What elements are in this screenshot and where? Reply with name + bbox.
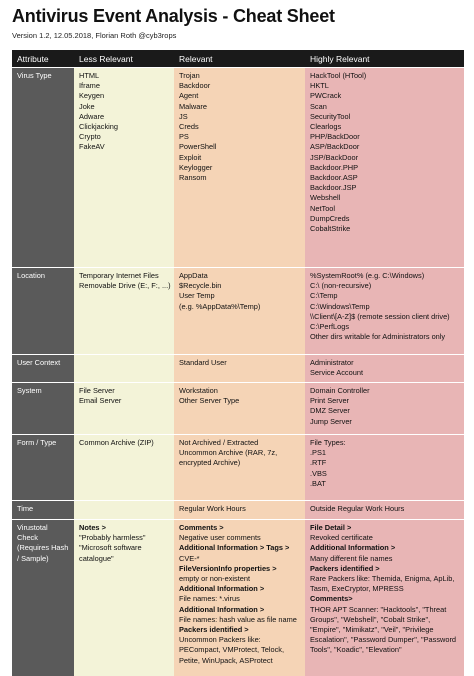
attr-virus-type: Virus Type — [12, 68, 74, 268]
cell-relevant — [174, 355, 305, 383]
cell-entry: Backdoor.JSP — [310, 183, 459, 193]
cell-entry: Other Server Type — [179, 396, 300, 406]
cell-relevant — [174, 268, 305, 355]
cell-entry: Keylogger — [179, 163, 300, 173]
cell-entry: Outside Regular Work Hours — [310, 504, 459, 514]
cell-entry: Common Archive (ZIP) — [79, 438, 169, 448]
cell-entry: Workstation — [179, 386, 300, 396]
vt-additional-info-label: Additional Information > — [310, 543, 459, 553]
vt-packers-value: Rare Packers like: Themida, Enigma, ApLib, Tasm, ExeCryptor, MPRESS — [310, 574, 459, 594]
cell-highly — [305, 501, 464, 520]
cell-entry: Keygen — [79, 91, 169, 101]
cell-entry: Joke — [79, 102, 169, 112]
cell-entry: PWCrack — [310, 91, 459, 101]
cell-entry: Agent — [179, 91, 300, 101]
cell-entry: SecurityTool — [310, 112, 459, 122]
cell-less — [74, 383, 174, 435]
vt-packers-label: Packers identified > — [179, 625, 300, 635]
row-system — [12, 383, 464, 435]
cell-highly — [305, 355, 464, 383]
cell-entry: PHP/BackDoor — [310, 132, 459, 142]
cell-entry: C:\PerfLogs — [310, 322, 459, 332]
cell-entry: ASP/BackDoor — [310, 142, 459, 152]
header-highly-relevant: Highly Relevant — [305, 50, 464, 68]
vt-additional-info-label: Additional Information > — [179, 584, 300, 594]
vt-additional-info-label: Additional Information > — [179, 605, 300, 615]
cell-less — [74, 520, 174, 676]
cell-entry: JS — [179, 112, 300, 122]
attr-system: System — [12, 383, 74, 435]
vt-file-detail-value: Revoked certificate — [310, 533, 459, 543]
vt-comments-label: Comments> — [310, 594, 459, 604]
cell-highly — [305, 435, 464, 501]
cell-entry: Adware — [79, 112, 169, 122]
cell-highly — [305, 268, 464, 355]
cheat-sheet-table — [12, 50, 464, 676]
page-title: Antivirus Event Analysis - Cheat Sheet — [12, 6, 335, 27]
cell-entry: Clickjacking — [79, 122, 169, 132]
cell-entry: HTML — [79, 71, 169, 81]
cell-entry: C:\Temp — [310, 291, 459, 301]
header-attribute: Attribute — [12, 50, 74, 68]
cell-entry: DumpCreds — [310, 214, 459, 224]
cell-highly — [305, 68, 464, 268]
cell-entry: .RTF — [310, 458, 459, 468]
cell-entry: Crypto — [79, 132, 169, 142]
cell-entry: $Recycle.bin — [179, 281, 300, 291]
cell-entry: (e.g. %AppData%\Temp) — [179, 302, 300, 312]
row-form-type — [12, 435, 464, 501]
header-less-relevant: Less Relevant — [74, 50, 174, 68]
vt-notes-label: Notes > — [79, 523, 169, 533]
cell-entry: Temporary Internet Files — [79, 271, 169, 281]
cell-entry: \\Client\[A-Z]$ (remote session client drive) — [310, 312, 459, 322]
vt-additional-info-value: File names: *.virus — [179, 594, 300, 604]
vt-comments-label: Comments > — [179, 523, 300, 533]
cell-entry: Email Server — [79, 396, 169, 406]
vt-note: "Probably harmless" — [79, 533, 169, 543]
cell-entry: FakeAV — [79, 142, 169, 152]
cell-entry: Service Account — [310, 368, 459, 378]
vt-comments-value: THOR APT Scanner: "Hacktools", "Threat Groups", "Webshell", "Cobalt Strike", "Empire", "Mimikatz", "Veil", "Privilege Escalation", "Password Dumper", "Password Tools", "Koadic", "Elevation" — [310, 605, 459, 656]
vt-packers-value: Uncommon Packers like: PECompact, VMProtect, Telock, Petite, WinUpack, ASProtect — [179, 635, 300, 666]
cell-entry: Not Archived / Extracted — [179, 438, 300, 448]
row-location — [12, 268, 464, 355]
header-relevant: Relevant — [174, 50, 305, 68]
vt-packers-label: Packers identified > — [310, 564, 459, 574]
cell-entry: Malware — [179, 102, 300, 112]
cell-entry: Ransom — [179, 173, 300, 183]
cell-entry: Trojan — [179, 71, 300, 81]
cell-entry: Regular Work Hours — [179, 504, 300, 514]
cell-less — [74, 68, 174, 268]
cell-entry: Removable Drive (E:, F:, ...) — [79, 281, 169, 291]
cell-entry: File Server — [79, 386, 169, 396]
cell-entry: User Temp — [179, 291, 300, 301]
cell-entry: PowerShell — [179, 142, 300, 152]
cell-relevant — [174, 520, 305, 676]
attr-form-type: Form / Type — [12, 435, 74, 501]
cell-relevant — [174, 383, 305, 435]
cell-entry: Domain Controller — [310, 386, 459, 396]
cell-entry: Jump Server — [310, 417, 459, 427]
cell-entry: C:\Windows\Temp — [310, 302, 459, 312]
cell-relevant — [174, 501, 305, 520]
cell-entry: .PS1 — [310, 448, 459, 458]
vt-additional-info-value: File names: hash value as file name — [179, 615, 300, 625]
header-row — [12, 50, 464, 68]
cell-entry: DMZ Server — [310, 406, 459, 416]
row-virus-type — [12, 68, 464, 268]
row-user-context — [12, 355, 464, 383]
cell-entry: Clearlogs — [310, 122, 459, 132]
row-time — [12, 501, 464, 520]
attr-location: Location — [12, 268, 74, 355]
cell-entry: Webshell — [310, 193, 459, 203]
cell-relevant — [174, 68, 305, 268]
vt-tags-value: CVE-* — [179, 554, 300, 564]
cell-less — [74, 435, 174, 501]
cell-entry: %SystemRoot% (e.g. C:\Windows) — [310, 271, 459, 281]
row-virustotal-check — [12, 520, 464, 676]
cell-entry: HackTool (HTool) — [310, 71, 459, 81]
cell-entry: JSP/BackDoor — [310, 153, 459, 163]
vt-comments-value: Negative user comments — [179, 533, 300, 543]
cell-entry: Iframe — [79, 81, 169, 91]
cell-entry: Creds — [179, 122, 300, 132]
cell-highly — [305, 520, 464, 676]
cell-entry: Exploit — [179, 153, 300, 163]
attr-user-context: User Context — [12, 355, 74, 383]
cell-entry: Backdoor.PHP — [310, 163, 459, 173]
cell-entry: encrypted Archive) — [179, 458, 300, 468]
cell-highly — [305, 383, 464, 435]
cell-entry: HKTL — [310, 81, 459, 91]
cell-less — [74, 268, 174, 355]
cell-entry: CobaltStrike — [310, 224, 459, 234]
cell-entry: Print Server — [310, 396, 459, 406]
cell-entry: C:\ (non-recursive) — [310, 281, 459, 291]
cell-entry: PS — [179, 132, 300, 142]
cell-entry: NetTool — [310, 204, 459, 214]
attr-virustotal-label: Virustotal Check (Requires Hash / Sample) — [17, 523, 69, 564]
cell-entry: .BAT — [310, 479, 459, 489]
cell-relevant — [174, 435, 305, 501]
cell-entry: Backdoor — [179, 81, 300, 91]
cell-less — [74, 355, 174, 383]
cell-entry: .VBS — [310, 469, 459, 479]
cell-less — [74, 501, 174, 520]
cell-entry: Scan — [310, 102, 459, 112]
attr-virustotal-check — [12, 520, 74, 676]
cell-entry: Administrator — [310, 358, 459, 368]
cell-entry: Standard User — [179, 358, 300, 368]
cell-entry: File Types: — [310, 438, 459, 448]
vt-additional-info-value: Many different file names — [310, 554, 459, 564]
vt-fileversion-value: empty or non-existent — [179, 574, 300, 584]
vt-file-detail-label: File Detail > — [310, 523, 459, 533]
cell-entry: Uncommon Archive (RAR, 7z, — [179, 448, 300, 458]
vt-note: "Microsoft software catalogue" — [79, 543, 169, 563]
vt-fileversion-label: FileVersionInfo properties > — [179, 564, 300, 574]
cell-entry: AppData — [179, 271, 300, 281]
attr-time: Time — [12, 501, 74, 520]
cell-entry: Other dirs writable for Administrators only — [310, 332, 459, 342]
cell-entry: Backdoor.ASP — [310, 173, 459, 183]
vt-tags-label: Additional Information > Tags > — [179, 543, 300, 553]
page-subtitle: Version 1.2, 12.05.2018, Florian Roth @cyb3rops — [12, 31, 176, 40]
